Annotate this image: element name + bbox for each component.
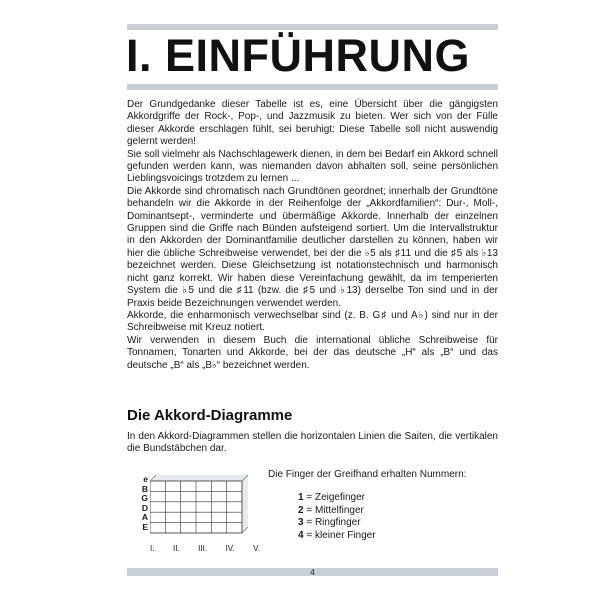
finger-number: 4 [298, 529, 304, 541]
finger-number: 1 [298, 492, 304, 503]
title-rule [127, 84, 498, 90]
string-label: A [141, 512, 148, 523]
section-heading: Die Akkord-Diagramme [127, 407, 293, 424]
page-number: 4 [310, 568, 315, 577]
paragraph: Der Grundgedanke dieser Tabelle ist es, eine Übersicht über die gängigsten Akkordgriffe der Rock-, Pop-, und Jazzmusik zu bieten. Wer sich von der Fülle dieser Akkorde erschlagen fühlt, sei beruhigt: Diese Tabelle soll nicht auswendig gelernt werden! [127, 99, 498, 148]
fretboard-grid [150, 475, 260, 543]
string-labels [138, 475, 148, 533]
chapter-title: I. EINFÜHRUNG [126, 30, 470, 81]
list-item [298, 517, 376, 530]
finger-name: = kleiner Finger [306, 529, 376, 541]
finger-number: 2 [298, 504, 304, 516]
finger-name: = Mittelfinger [306, 504, 364, 516]
finger-name: = Zeigefinger [306, 492, 365, 503]
list-item [298, 505, 376, 518]
fret-labels [150, 544, 260, 553]
finger-name: = Ringfinger [306, 517, 361, 529]
intro-body [127, 99, 498, 372]
paragraph: Wir verwenden in diesem Buch die international übliche Schreibweise für Tonnamen, Tonarten und Akkorde, bei der das deutsche „H“ als „B“ und das deutsche „B“ als „B♭“ bezeichnet werden. [127, 334, 498, 371]
paragraph: Akkorde, die enharmonisch verwechselbar sind (z. B. G♯ und A♭) sind nur in der Schreibweise mit Kreuz notiert. [127, 309, 498, 334]
paragraph: Die Akkorde sind chromatisch nach Grundtönen geordnet; innerhalb der Grundtöne behandeln wir die Akkorde in der Reihenfolge der „Akkordfamilien“: Dur-, Moll-, Dominantsept-, verminderte und übermäßige Akkorde. Innerhalb der einzelnen Gruppen sind die Griffe nach Bünden aufsteigend sortiert. Um die Intervallstruktur in den Akkorden der Dominantfamilie deutlicher darstellen zu können, haben wir hier die übliche Schreibweise verwendet, bei der die ♭5 als ♯11 und die ♯5 als ♭13 bezeichnet werden. Diese Gleichsetzung ist notationstechnisch und harmonisch nicht ganz korrekt. Wir haben diese Vereinfachung gewählt, da im temperierten System die ♭5 und die ♯11 (bzw. die ♯5 und ♭13) derselbe Ton sind und in der Praxis beide Bezeichnungen verwendet werden. [127, 185, 498, 309]
finger-intro: Die Finger der Greifhand erhalten Nummern: [268, 469, 467, 480]
fret-label: IV. [225, 544, 235, 553]
string-label: D [141, 502, 148, 513]
fret-label: III. [198, 544, 208, 553]
finger-number: 3 [298, 517, 304, 529]
fret-label: I. [150, 544, 155, 553]
finger-list [298, 492, 376, 542]
paragraph: Sie soll vielmehr als Nachschlagewerk dienen, in dem bei Bedarf ein Akkord schnell gefunden werden kann, was niemanden davon abhalten soll, seine persönlichen Lieblingsvoicings trotzdem zu lernen ... [127, 148, 498, 185]
list-item [298, 492, 376, 505]
string-label: G [141, 493, 148, 504]
string-label: B [141, 483, 148, 494]
string-label: e [143, 474, 148, 484]
fret-label: II. [172, 544, 180, 553]
section-intro: In den Akkord-Diagrammen stellen die horizontalen Linien die Saiten, die vertikalen die Bundstäbchen dar. [127, 431, 498, 455]
list-item [298, 530, 376, 543]
string-label: E [142, 521, 148, 532]
fret-label: V. [253, 544, 260, 553]
